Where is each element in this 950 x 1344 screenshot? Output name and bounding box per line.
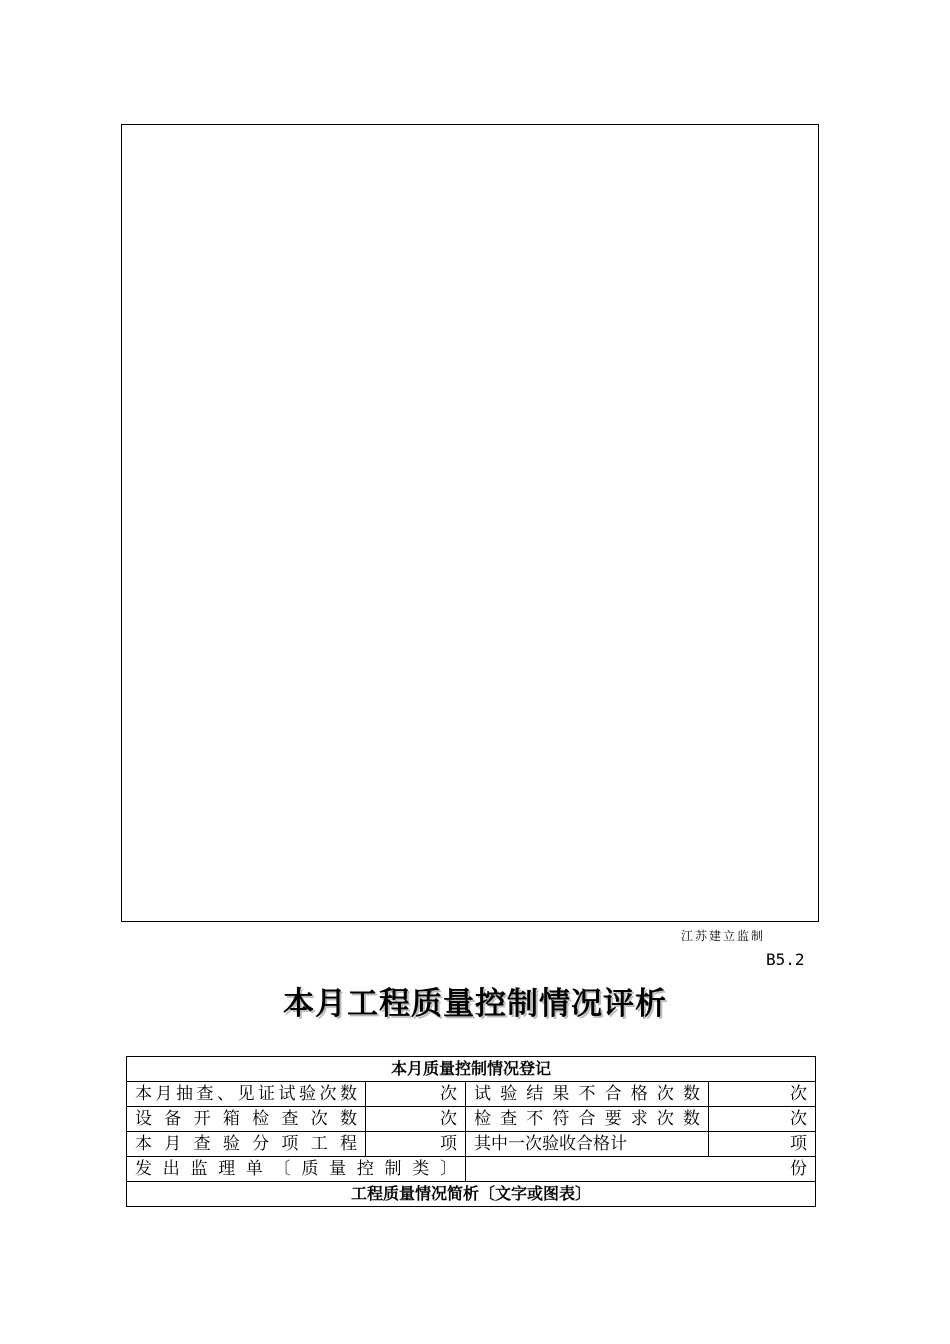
table-row (127, 1132, 816, 1157)
input-nonconforming-checks[interactable]: 次 (709, 1107, 816, 1132)
label-first-pass: 其中一次验收合格计 (466, 1132, 709, 1157)
section1-header: 本月质量控制情况登记 (127, 1057, 816, 1082)
page-title: 本月工程质量控制情况评析 (283, 986, 667, 1022)
label-nonconforming-checks: 检查不符合要求次数 (466, 1107, 709, 1132)
input-inspection-tests[interactable]: 次 (366, 1082, 466, 1107)
section2-header: 工程质量情况简析〔文字或图表〕 (127, 1182, 816, 1207)
form-code: B5.2 (766, 950, 805, 969)
label-supervision-notices: 发出监理单〔质量控制类〕 (127, 1157, 466, 1182)
table-row (127, 1082, 816, 1107)
input-first-pass[interactable]: 项 (709, 1132, 816, 1157)
section1-header-row (127, 1057, 816, 1082)
label-equipment-checks: 设备开箱检查次数 (127, 1107, 366, 1132)
table-row (127, 1107, 816, 1132)
label-inspection-tests: 本月抽查、见证试验次数 (127, 1082, 366, 1107)
input-failed-tests[interactable]: 次 (709, 1082, 816, 1107)
quality-control-form (126, 1056, 816, 1207)
label-failed-tests: 试验结果不合格次数 (466, 1082, 709, 1107)
section2-header-row (127, 1182, 816, 1207)
input-equipment-checks[interactable]: 次 (366, 1107, 466, 1132)
input-subitem-inspections[interactable]: 项 (366, 1132, 466, 1157)
label-subitem-inspections: 本月查验分项工程 (127, 1132, 366, 1157)
footer-organization: 江苏建立监制 (681, 929, 766, 943)
table-row (127, 1157, 816, 1182)
input-supervision-notices[interactable]: 份 (466, 1157, 816, 1182)
previous-page-content-box (121, 124, 819, 922)
